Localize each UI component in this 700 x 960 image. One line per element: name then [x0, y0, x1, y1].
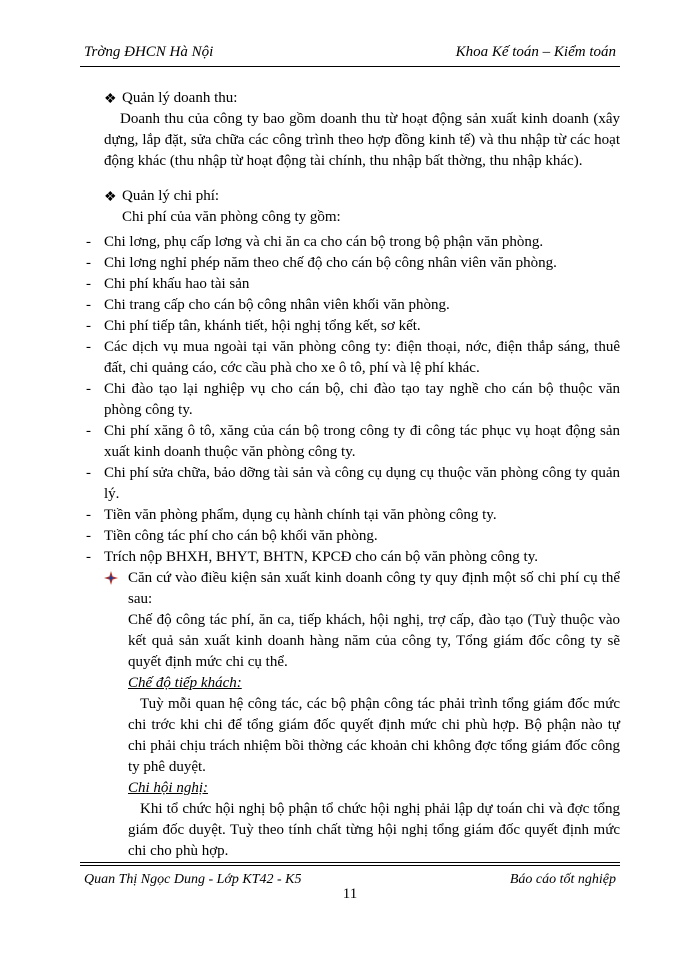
list-item: - Chi phí tiếp tân, khánh tiết, hội nghị tổng kết, sơ kết. — [86, 318, 421, 334]
list-item: - Trích nộp BHXH, BHYT, BHTN, KPCĐ cho cán bộ văn phòng công ty. — [86, 549, 539, 565]
list-item: - Các dịch vụ mua ngoài tại văn phòng công ty: điện thoại, nớc, điện thắp sáng, thuê đất, chi quảng cáo, cớc cầu phà cho xe ô tô, phí và lệ phí khác. — [86, 339, 620, 376]
list-item: - Chi phí sửa chữa, bảo dỡng tài sản và công cụ dụng cụ thuộc văn phòng công ty quản lý. — [86, 465, 620, 502]
list-item: - Chi phí khấu hao tài sản — [86, 276, 250, 292]
list-item: - Chi lơng, phụ cấp lơng và chi ăn ca cho cán bộ trong bộ phận văn phòng. — [86, 234, 544, 250]
four-point-star-icon — [104, 571, 118, 585]
section-revenue-paragraph: Doanh thu của công ty bao gồm doanh thu từ hoạt động sản xuất kinh doanh (xây dựng, lắp đặt, sửa chữa các công trình theo hợp đồng kinh tế) và thu nhập từ các hoạt động khác (thu nhập từ hoạt động tài chính, thu nhập bất thờng, thu nhập khác). — [104, 111, 620, 169]
section-cost-title: Quản lý chi phí: — [122, 188, 220, 204]
header-rule — [80, 66, 620, 67]
section-cost — [104, 186, 620, 207]
sub-lead: Căn cứ vào điều kiện sản xuất kinh doanh công ty quy định một số chi phí cụ thể sau: — [128, 570, 620, 607]
heading-reception: Chế độ tiếp khách: — [128, 675, 242, 691]
page-number: 11 — [342, 886, 358, 902]
diamond-cluster-icon: ❖ — [104, 92, 117, 107]
conference-paragraph: Khi tổ chức hội nghị bộ phận tổ chức hội nghị phải lập dự toán chi và đợc tổng giám đốc duyệt. Tuỳ theo tính chất từng hội nghị tổng giám đốc quyết định mức chi cho phù hợp. — [128, 801, 620, 859]
footer-report-title: Báo cáo tốt nghiệp — [509, 872, 616, 887]
list-item: - Tiền văn phòng phẩm, dụng cụ hành chính tại văn phòng công ty. — [86, 507, 497, 523]
header-faculty: Khoa Kế toán – Kiểm toán — [455, 44, 616, 60]
heading-conference: Chi hội nghị: — [128, 780, 209, 796]
section-revenue — [104, 88, 620, 109]
footer-author: Quan Thị Ngọc Dung - Lớp KT42 - K5 — [84, 872, 302, 887]
footer-rule-bottom — [80, 865, 620, 866]
reception-paragraph: Tuỳ mỗi quan hệ công tác, các bộ phận công tác phải trình tổng giám đốc mức chi trớc khi chi để tổng giám đốc quyết định mức chi phù hợp. Bộ phận nào tự chi phải chịu trách nhiệm bồi thờng các khoản chi không đợc tổng giám đốc công ty phê duyệt. — [128, 696, 620, 775]
sub-section — [104, 568, 620, 862]
list-item: - Chi lơng nghỉ phép năm theo chế độ cho cán bộ công nhân viên văn phòng. — [86, 255, 557, 271]
cost-item-list — [86, 232, 620, 568]
list-item: - Chi phí xăng ô tô, xăng của cán bộ trong công ty đi công tác phục vụ hoạt động sản xuất kinh doanh thuộc văn phòng công ty. — [86, 423, 620, 460]
document-body — [86, 88, 620, 862]
footer-rule-top — [80, 862, 620, 863]
list-item: - Chi trang cấp cho cán bộ công nhân viên khối văn phòng. — [86, 297, 450, 313]
section-revenue-title: Quản lý doanh thu: — [122, 90, 238, 106]
header-school: Trờng ĐHCN Hà Nội — [84, 44, 214, 60]
diamond-cluster-icon: ❖ — [104, 190, 117, 205]
sub-regime: Chế độ công tác phí, ăn ca, tiếp khách, hội nghị, trợ cấp, đào tạo (Tuỳ thuộc vào kết quả sản xuất kinh doanh hàng năm của công ty, Tổng giám đốc công ty sẽ quyết định mức chi cụ thể. — [128, 612, 620, 670]
list-item: - Chi đào tạo lại nghiệp vụ cho cán bộ, chi đào tạo tay nghề cho cán bộ thuộc văn phòng công ty. — [86, 381, 620, 418]
section-cost-intro: Chi phí của văn phòng công ty gồm: — [122, 209, 341, 225]
list-item: - Tiền công tác phí cho cán bộ khối văn phòng. — [86, 528, 378, 544]
